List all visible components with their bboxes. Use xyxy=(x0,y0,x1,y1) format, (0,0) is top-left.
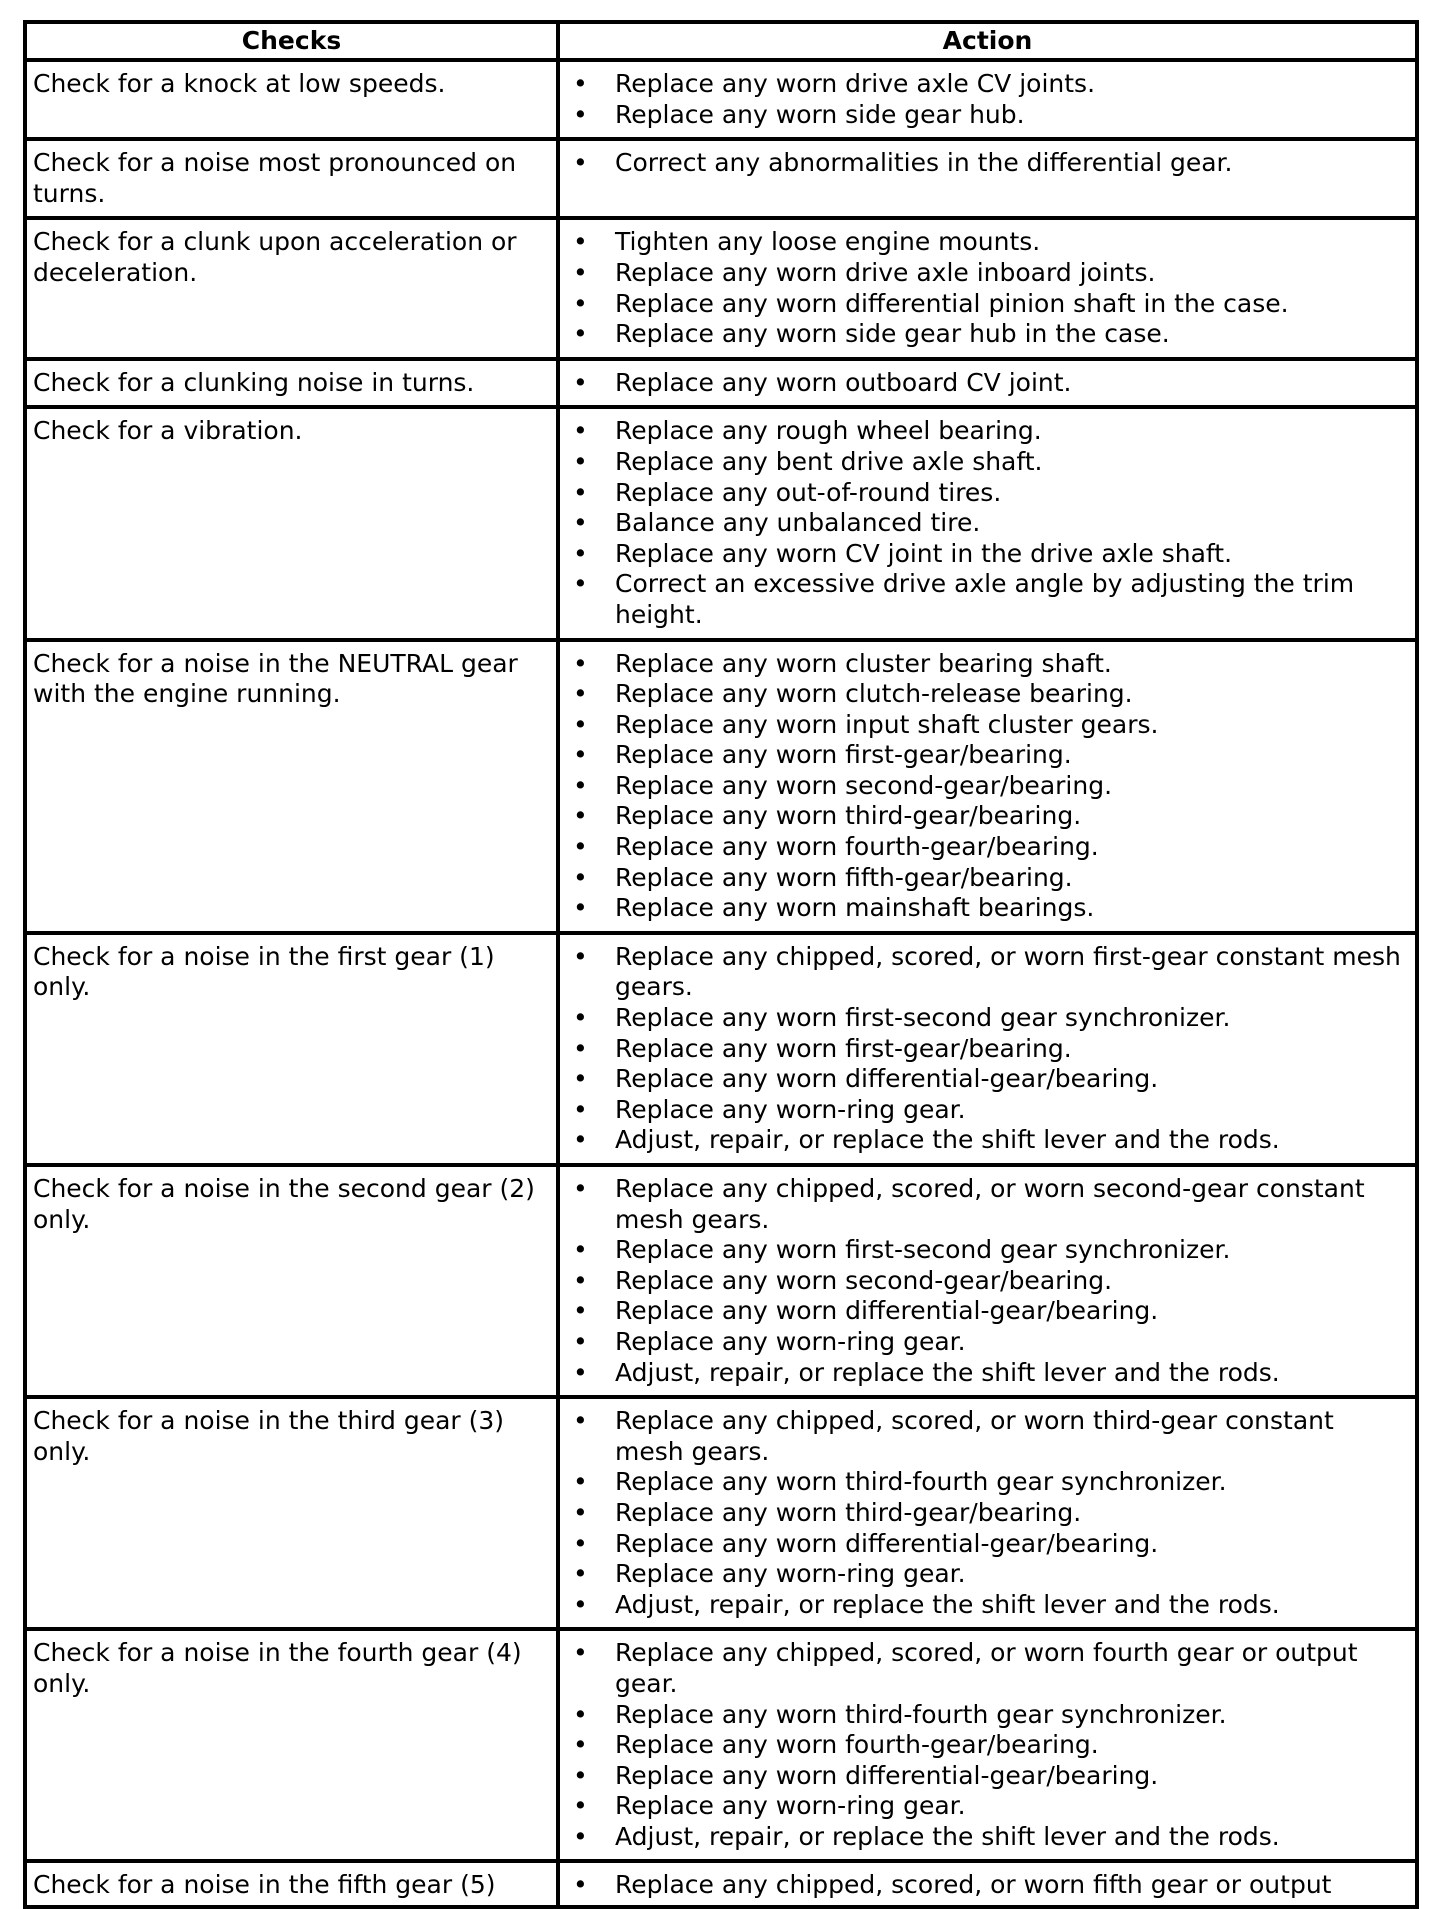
action-text: Replace any chipped, scored, or worn fifth gear or output xyxy=(615,1870,1332,1900)
bullet-icon: • xyxy=(573,227,588,257)
action-list xyxy=(560,1638,1411,1852)
bullet-icon: • xyxy=(573,1467,588,1497)
bullet-icon: • xyxy=(573,1265,588,1295)
action-text: Replace any worn third-fourth gear synchronizer. xyxy=(615,1467,1227,1497)
action-text: Replace any rough wheel bearing. xyxy=(615,416,1042,446)
action-text: Replace any worn differential-gear/bearing. xyxy=(615,1528,1159,1558)
bullet-icon: • xyxy=(573,446,588,476)
action-item xyxy=(560,319,1411,350)
action-item xyxy=(560,1266,1411,1297)
bullet-icon: • xyxy=(573,1589,588,1619)
check-cell: Check for a vibration. xyxy=(25,407,558,639)
action-item xyxy=(560,1327,1411,1358)
check-cell: Check for a noise in the fourth gear (4) only. xyxy=(25,1629,558,1861)
check-cell: Check for a knock at low speeds. xyxy=(25,60,558,139)
bullet-icon: • xyxy=(573,288,588,318)
action-item xyxy=(560,1003,1411,1034)
bullet-icon: • xyxy=(573,257,588,287)
bullet-icon: • xyxy=(573,679,588,709)
bullet-icon: • xyxy=(573,1559,588,1589)
action-text: Replace any worn first-second gear synchronizer. xyxy=(615,1235,1231,1265)
action-cell xyxy=(558,640,1417,933)
table-row xyxy=(25,1629,1417,1861)
action-list xyxy=(560,649,1411,924)
action-item xyxy=(560,1064,1411,1095)
checks-column-header: Checks xyxy=(25,22,558,60)
action-text: Replace any worn third-gear/bearing. xyxy=(615,1497,1082,1527)
action-text: Replace any worn CV joint in the drive axle shaft. xyxy=(615,538,1233,568)
action-text: Adjust, repair, or replace the shift lever and the rods. xyxy=(615,1821,1280,1851)
action-text: Balance any unbalanced tire. xyxy=(615,508,981,538)
action-item xyxy=(560,1870,1411,1901)
action-item xyxy=(560,368,1411,399)
action-item xyxy=(560,569,1411,630)
action-cell xyxy=(558,60,1417,139)
action-list xyxy=(560,1406,1411,1620)
bullet-icon: • xyxy=(573,148,588,178)
action-item xyxy=(560,1406,1411,1467)
action-text: Replace any worn mainshaft bearings. xyxy=(615,893,1095,923)
bullet-icon: • xyxy=(573,893,588,923)
action-item xyxy=(560,740,1411,771)
bullet-icon: • xyxy=(573,1235,588,1265)
bullet-icon: • xyxy=(573,1760,588,1790)
action-text: Replace any worn first-second gear synchronizer. xyxy=(615,1003,1231,1033)
table-row xyxy=(25,1861,1417,1907)
action-item xyxy=(560,1034,1411,1065)
bullet-icon: • xyxy=(573,1326,588,1356)
bullet-icon: • xyxy=(573,1821,588,1851)
action-item xyxy=(560,100,1411,131)
action-item xyxy=(560,942,1411,1003)
action-item xyxy=(560,863,1411,894)
action-item xyxy=(560,1529,1411,1560)
check-cell: Check for a clunk upon acceleration or deceleration. xyxy=(25,218,558,358)
action-text: Replace any worn input shaft cluster gears. xyxy=(615,709,1159,739)
bullet-icon: • xyxy=(573,367,588,397)
bullet-icon: • xyxy=(573,1003,588,1033)
action-text: Replace any worn differential-gear/bearing. xyxy=(615,1064,1159,1094)
action-item xyxy=(560,1590,1411,1621)
action-item xyxy=(560,1791,1411,1822)
bullet-icon: • xyxy=(573,941,588,971)
action-text: Replace any worn cluster bearing shaft. xyxy=(615,648,1112,678)
check-cell: Check for a clunking noise in turns. xyxy=(25,359,558,408)
action-text: Replace any worn third-fourth gear synchronizer. xyxy=(615,1699,1227,1729)
action-list xyxy=(560,69,1411,130)
action-item xyxy=(560,1761,1411,1792)
action-item xyxy=(560,148,1411,179)
action-item xyxy=(560,1559,1411,1590)
action-item xyxy=(560,1296,1411,1327)
bullet-icon: • xyxy=(573,69,588,98)
bullet-icon: • xyxy=(573,1033,588,1063)
action-item xyxy=(560,227,1411,258)
action-text: Replace any worn clutch-release bearing. xyxy=(615,679,1133,709)
action-text: Replace any worn side gear hub. xyxy=(615,99,1025,129)
bullet-icon: • xyxy=(573,319,588,349)
table-row xyxy=(25,407,1417,639)
action-text: Replace any chipped, scored, or worn first-gear constant mesh gears. xyxy=(615,941,1401,1002)
action-text: Adjust, repair, or replace the shift lever and the rods. xyxy=(615,1125,1280,1155)
bullet-icon: • xyxy=(573,1730,588,1760)
action-cell xyxy=(558,1629,1417,1861)
action-item xyxy=(560,1174,1411,1235)
action-text: Replace any worn first-gear/bearing. xyxy=(615,740,1072,770)
bullet-icon: • xyxy=(573,740,588,770)
action-item xyxy=(560,1358,1411,1389)
action-text: Replace any chipped, scored, or worn fourth gear or output gear. xyxy=(615,1638,1358,1698)
action-item xyxy=(560,1730,1411,1761)
action-text: Adjust, repair, or replace the shift lever and the rods. xyxy=(615,1589,1280,1619)
action-cell xyxy=(558,933,1417,1165)
action-text: Correct an excessive drive axle angle by adjusting the trim height. xyxy=(615,569,1355,629)
check-cell: Check for a noise in the second gear (2) only. xyxy=(25,1165,558,1397)
action-text: Replace any worn third-gear/bearing. xyxy=(615,801,1082,831)
action-column-header: Action xyxy=(558,22,1417,60)
action-text: Replace any worn-ring gear. xyxy=(615,1559,966,1589)
bullet-icon: • xyxy=(573,709,588,739)
action-cell xyxy=(558,1861,1417,1907)
check-cell: Check for a noise in the first gear (1) only. xyxy=(25,933,558,1165)
check-cell: Check for a noise most pronounced on turns. xyxy=(25,139,558,218)
action-list xyxy=(560,148,1411,179)
check-cell: Check for a noise in the third gear (3) only. xyxy=(25,1397,558,1629)
bullet-icon: • xyxy=(573,1296,588,1326)
action-item xyxy=(560,508,1411,539)
action-item xyxy=(560,539,1411,570)
bullet-icon: • xyxy=(573,1357,588,1387)
action-text: Replace any worn-ring gear. xyxy=(615,1094,966,1124)
action-item xyxy=(560,416,1411,447)
action-list xyxy=(560,368,1411,399)
action-text: Replace any chipped, scored, or worn third-gear constant mesh gears. xyxy=(615,1406,1334,1466)
action-text: Correct any abnormalities in the differential gear. xyxy=(615,148,1233,178)
action-item xyxy=(560,771,1411,802)
action-item xyxy=(560,1638,1411,1699)
bullet-icon: • xyxy=(573,801,588,831)
action-text: Replace any worn fourth-gear/bearing. xyxy=(615,832,1099,862)
action-item xyxy=(560,478,1411,509)
action-list xyxy=(560,942,1411,1156)
table-row xyxy=(25,60,1417,139)
check-cell: Check for a noise in the NEUTRAL gear with the engine running. xyxy=(25,640,558,933)
action-text: Replace any worn-ring gear. xyxy=(615,1791,966,1821)
action-text: Replace any worn differential pinion shaft in the case. xyxy=(615,288,1289,318)
action-text: Replace any worn fifth-gear/bearing. xyxy=(615,862,1073,892)
bullet-icon: • xyxy=(573,477,588,507)
bullet-icon: • xyxy=(573,770,588,800)
action-text: Replace any worn differential-gear/bearing. xyxy=(615,1760,1159,1790)
action-item xyxy=(560,679,1411,710)
action-text: Tighten any loose engine mounts. xyxy=(615,227,1041,257)
action-item xyxy=(560,69,1411,100)
check-cell: Check for a noise in the fifth gear (5) xyxy=(25,1861,558,1907)
table-row xyxy=(25,139,1417,218)
action-text: Replace any chipped, scored, or worn second-gear constant mesh gears. xyxy=(615,1174,1365,1234)
action-cell xyxy=(558,139,1417,218)
action-cell xyxy=(558,359,1417,408)
bullet-icon: • xyxy=(573,1791,588,1821)
bullet-icon: • xyxy=(573,538,588,568)
table-row xyxy=(25,1397,1417,1629)
action-text: Adjust, repair, or replace the shift lever and the rods. xyxy=(615,1357,1280,1387)
action-cell xyxy=(558,1165,1417,1397)
table-row xyxy=(25,359,1417,408)
action-list xyxy=(560,1174,1411,1388)
action-text: Replace any worn outboard CV joint. xyxy=(615,367,1072,397)
action-list xyxy=(560,227,1411,349)
action-item xyxy=(560,1498,1411,1529)
bullet-icon: • xyxy=(573,1094,588,1124)
bullet-icon: • xyxy=(573,416,588,446)
action-list xyxy=(560,416,1411,630)
bullet-icon: • xyxy=(573,1064,588,1094)
action-text: Replace any worn drive axle CV joints. xyxy=(615,69,1096,98)
action-item xyxy=(560,1467,1411,1498)
bullet-icon: • xyxy=(573,1125,588,1155)
table-row xyxy=(25,640,1417,933)
action-item xyxy=(560,447,1411,478)
action-item xyxy=(560,1822,1411,1853)
action-item xyxy=(560,893,1411,924)
bullet-icon: • xyxy=(573,1528,588,1558)
bullet-icon: • xyxy=(573,862,588,892)
action-item xyxy=(560,1700,1411,1731)
action-item xyxy=(560,649,1411,680)
bullet-icon: • xyxy=(573,1406,588,1436)
bullet-icon: • xyxy=(573,832,588,862)
action-item xyxy=(560,832,1411,863)
action-text: Replace any worn differential-gear/bearing. xyxy=(615,1296,1159,1326)
action-text: Replace any worn first-gear/bearing. xyxy=(615,1033,1072,1063)
action-cell xyxy=(558,407,1417,639)
action-item xyxy=(560,710,1411,741)
action-item xyxy=(560,289,1411,320)
bullet-icon: • xyxy=(573,648,588,678)
bullet-icon: • xyxy=(573,508,588,538)
action-item xyxy=(560,801,1411,832)
diagnostic-checks-table xyxy=(23,20,1419,1909)
bullet-icon: • xyxy=(573,1174,588,1203)
action-text: Replace any out-of-round tires. xyxy=(615,477,1002,507)
bullet-icon: • xyxy=(573,1699,588,1729)
bullet-icon: • xyxy=(573,569,588,599)
action-text: Replace any worn second-gear/bearing. xyxy=(615,1265,1113,1295)
action-item xyxy=(560,1125,1411,1156)
action-item xyxy=(560,258,1411,289)
bullet-icon: • xyxy=(573,1638,588,1668)
action-text: Replace any worn-ring gear. xyxy=(615,1326,966,1356)
action-text: Replace any worn drive axle inboard joints. xyxy=(615,257,1156,287)
table-row xyxy=(25,218,1417,358)
action-text: Replace any worn fourth-gear/bearing. xyxy=(615,1730,1099,1760)
action-text: Replace any bent drive axle shaft. xyxy=(615,446,1043,476)
bullet-icon: • xyxy=(573,1497,588,1527)
bullet-icon: • xyxy=(573,99,588,129)
action-item xyxy=(560,1095,1411,1126)
table-row xyxy=(25,933,1417,1165)
table-row xyxy=(25,1165,1417,1397)
table-body xyxy=(25,60,1417,1907)
table-header-row xyxy=(25,22,1417,60)
bullet-icon: • xyxy=(573,1870,588,1900)
action-cell xyxy=(558,1397,1417,1629)
action-item xyxy=(560,1235,1411,1266)
action-text: Replace any worn second-gear/bearing. xyxy=(615,770,1113,800)
action-list xyxy=(560,1870,1411,1901)
action-text: Replace any worn side gear hub in the case. xyxy=(615,319,1170,349)
action-cell xyxy=(558,218,1417,358)
